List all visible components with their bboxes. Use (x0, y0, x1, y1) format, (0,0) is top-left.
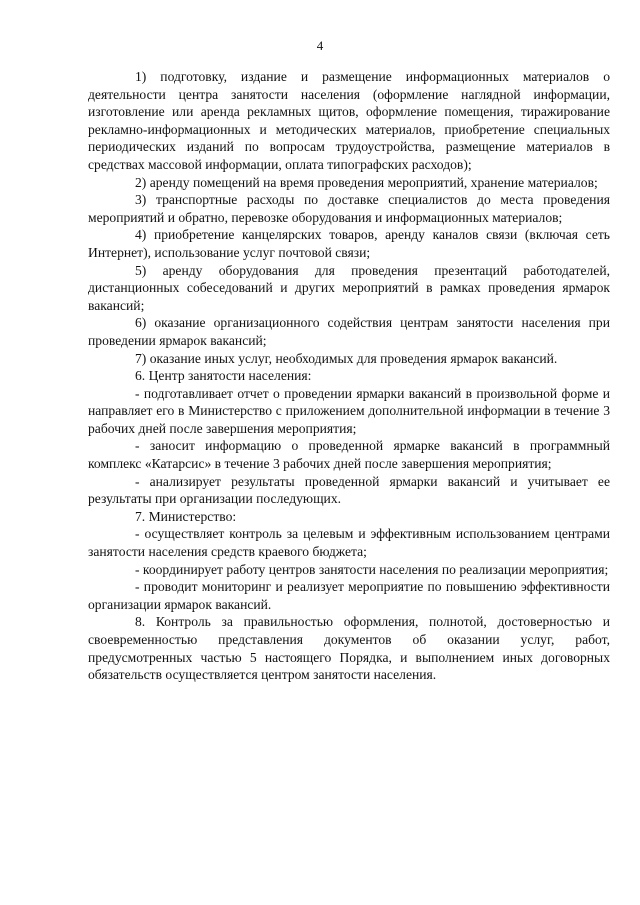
ministry-duty-coordination: - координирует работу центров занятости населения по реализации мероприятия; (135, 561, 609, 577)
paragraph-item-3: 3) транспортные расходы по доставке специалистов до места проведения мероприятий и обратно, перевозке оборудования и информационных материалов; (88, 192, 610, 225)
paragraph-item-4: 4) приобретение канцелярских товаров, аренду каналов связи (включая сеть Интернет), использование услуг почтовой связи; (88, 227, 610, 260)
paragraph-item-6: 6) оказание организационного содействия центрам занятости населения при проведении ярмарок вакансий; (88, 315, 610, 348)
section-8-paragraph: 8. Контроль за правильностью оформления, полнотой, достоверностью и своевременностью представления документов об оказании услуг, работ, предусмотренных частью 5 настоящего Порядка, и выполнением иных договорных обязательств осуществляется центром занятости населения. (88, 614, 610, 683)
paragraph-item-1: 1) подготовку, издание и размещение информационных материалов о деятельности центра занятости населения (оформление наглядной информации, изготовление или аренда рекламных щитов, оформление помещения, тиражирование рекламно-информационных и методических материалов, приобретение специальных периодических изданий по вопросам трудоустройства, размещение материалов в средствах массовой информации, оплата типографских расходов); (88, 69, 610, 172)
paragraph-item-7: 7) оказание иных услуг, необходимых для проведения ярмарок вакансий. (135, 350, 558, 366)
center-duty-analysis: - анализирует результаты проведенной ярмарки вакансий и учитывает ее результаты при организации последующих. (88, 473, 610, 507)
section-heading-7: 7. Министерство: (135, 508, 237, 524)
section-heading-6: 6. Центр занятости населения: (135, 368, 312, 384)
document-body (88, 68, 610, 684)
paragraph-item-2: 2) аренду помещений на время проведения мероприятий, хранение материалов; (135, 174, 598, 190)
ministry-duty-control: - осуществляет контроль за целевым и эффективным использованием центрами занятости населения средств краевого бюджета; (88, 526, 610, 560)
center-duty-katarsis: - заносит информацию о проведенной ярмарке вакансий в программный комплекс «Катарсис» в течение 3 рабочих дней после завершения мероприятия; (88, 438, 610, 472)
ministry-duty-monitoring: - проводит мониторинг и реализует мероприятие по повышению эффективности организации ярмарок вакансий. (88, 579, 610, 612)
paragraph-item-5: 5) аренду оборудования для проведения презентаций работодателей, дистанционных собеседований и других мероприятий в рамках проведения ярмарок вакансий; (88, 262, 610, 313)
page-number: 4 (316, 38, 324, 53)
center-duty-report: - подготавливает отчет о проведении ярмарки вакансий в произвольной форме и направляет его в Министерство с приложением дополнительной информации в течение 3 рабочих дней после завершения мероприятия; (88, 385, 610, 436)
